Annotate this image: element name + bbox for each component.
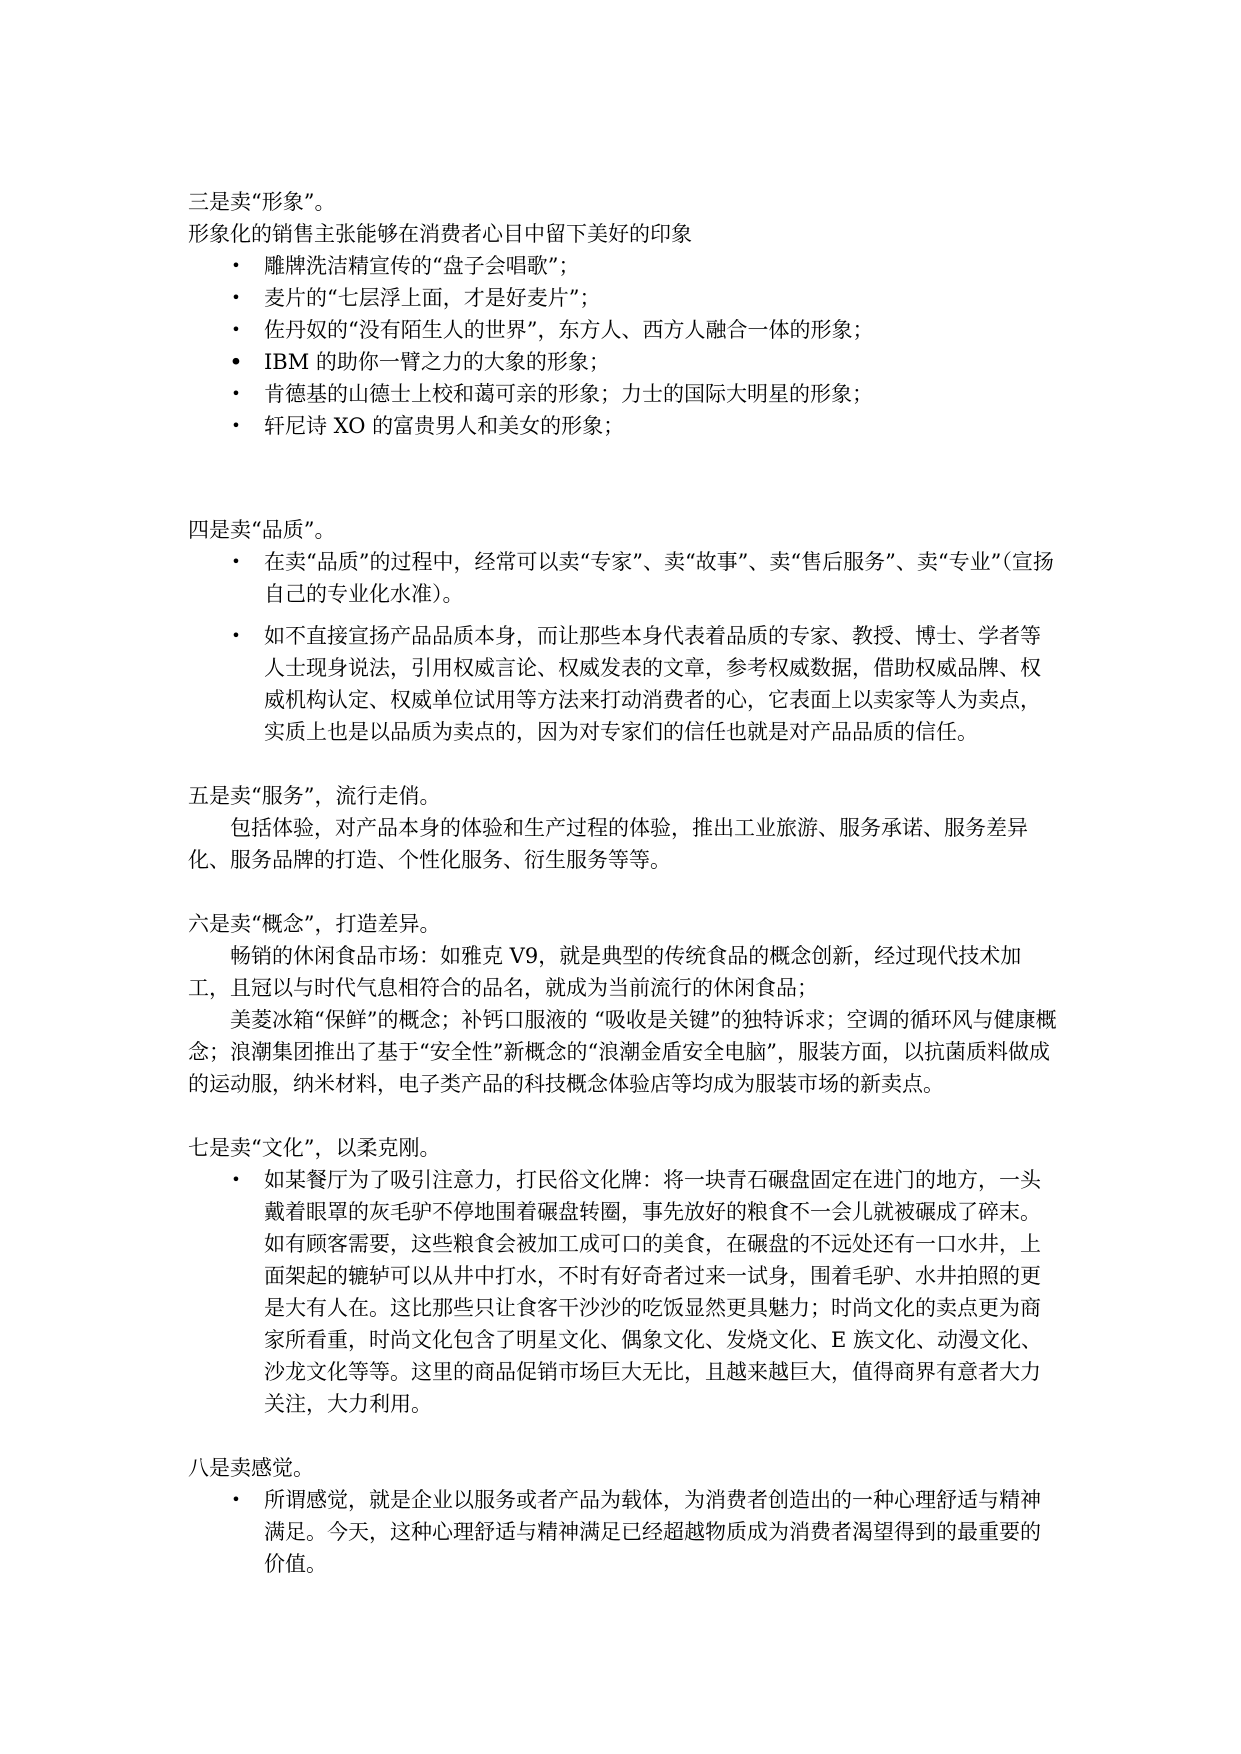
section-heading: 八是卖感觉。 xyxy=(188,1456,314,1480)
document-body xyxy=(188,186,1058,1580)
list-item: • 肯德基的山德士上校和蔼可亲的形象；力士的国际大明星的形象； xyxy=(188,378,1058,410)
list-item: • 轩尼诗 XO 的富贵男人和美女的形象； xyxy=(188,410,1058,442)
section-heading: 四是卖“品质”。 xyxy=(188,518,336,542)
section-heading: 三是卖“形象”。 xyxy=(188,190,336,214)
bullet-icon: • xyxy=(231,416,241,435)
bullet-icon: • xyxy=(231,1490,241,1509)
bullet-icon: • xyxy=(231,1170,241,1189)
list-item: • 佐丹奴的“没有陌生人的世界”，东方人、西方人融合一体的形象； xyxy=(188,314,1058,346)
bullet-icon: • xyxy=(229,351,243,373)
bullet-icon: • xyxy=(231,256,241,275)
section-feeling xyxy=(188,1452,1058,1580)
section-concept xyxy=(188,908,1058,1100)
section-heading: 五是卖“服务”，流行走俏。 xyxy=(188,784,441,808)
section-service xyxy=(188,780,1058,876)
section-intro: 形象化的销售主张能够在消费者心目中留下美好的印象 xyxy=(188,222,692,246)
bullet-icon: • xyxy=(231,552,241,571)
section-heading: 七是卖“文化”，以柔克刚。 xyxy=(188,1136,441,1160)
list-item: • 雕牌洗洁精宣传的“盘子会唱歌”； xyxy=(188,250,1058,282)
list-item: • 麦片的“七层浮上面，才是好麦片”； xyxy=(188,282,1058,314)
paragraph: 畅销的休闲食品市场：如雅克 V9，就是典型的传统食品的概念创新，经过现代技术加工，且冠以与时代气息相符合的品名，就成为当前流行的休闲食品； xyxy=(188,944,1022,1000)
bullet-list xyxy=(188,1164,1058,1420)
bullet-list xyxy=(188,546,1058,748)
bullet-icon: • xyxy=(231,288,241,307)
section-image xyxy=(188,186,1058,442)
paragraph: 包括体验，对产品本身的体验和生产过程的体验，推出工业旅游、服务承诺、服务差异化、服务品牌的打造、个性化服务、衍生服务等等。 xyxy=(188,816,1028,872)
list-item: • 所谓感觉，就是企业以服务或者产品为载体，为消费者创造出的一种心理舒适与精神满足。今天，这种心理舒适与精神满足已经超越物质成为消费者渴望得到的最重要的价值。 xyxy=(188,1484,1058,1580)
list-item: • 如某餐厅为了吸引注意力，打民俗文化牌：将一块青石碾盘固定在进门的地方，一头戴着眼罩的灰毛驴不停地围着碾盘转圈，事先放好的粮食不一会儿就被碾成了碎末。如有顾客需要，这些粮食会被加工成可口的美食，在碾盘的不远处还有一口水井，上面架起的辘轳可以从井中打水，不时有好奇者过来一试身，围着毛驴、水井拍照的更是大有人在。这比那些只让食客干沙沙的吃饭显然更具魅力；时尚文化的卖点更为商家所看重，时尚文化包含了明星文化、偶象文化、发烧文化、E 族文化、动漫文化、沙龙文化等等。这里的商品促销市场巨大无比，且越来越巨大，值得商界有意者大力关注，大力利用。 xyxy=(188,1164,1058,1420)
section-culture xyxy=(188,1132,1058,1420)
bullet-icon: • xyxy=(231,626,241,645)
bullet-icon: • xyxy=(231,384,241,403)
bullet-list xyxy=(188,1484,1058,1580)
paragraph: 美菱冰箱“保鲜”的概念；补钙口服液的 “吸收是关键”的独特诉求；空调的循环风与健康概念；浪潮集团推出了基于“安全性”新概念的“浪潮金盾安全电脑”，服装方面，以抗菌质料做成的运动服，纳米材料，电子类产品的科技概念体验店等均成为服装市场的新卖点。 xyxy=(188,1008,1057,1096)
list-item: • 在卖“品质”的过程中，经常可以卖“专家”、卖“故事”、卖“售后服务”、卖“专业”（宣扬自己的专业化水准）。 xyxy=(188,546,1058,610)
list-item: • IBM 的助你一臂之力的大象的形象； xyxy=(188,346,1058,378)
section-heading: 六是卖“概念”，打造差异。 xyxy=(188,912,441,936)
section-quality xyxy=(188,514,1058,748)
bullet-list xyxy=(188,250,1058,442)
list-item: • 如不直接宣扬产品品质本身，而让那些本身代表着品质的专家、教授、博士、学者等人士现身说法，引用权威言论、权威发表的文章，参考权威数据，借助权威品牌、权威机构认定、权威单位试用等方法来打动消费者的心，它表面上以卖家等人为卖点，实质上也是以品质为卖点的，因为对专家们的信任也就是对产品品质的信任。 xyxy=(188,620,1058,748)
bullet-icon: • xyxy=(231,320,241,339)
